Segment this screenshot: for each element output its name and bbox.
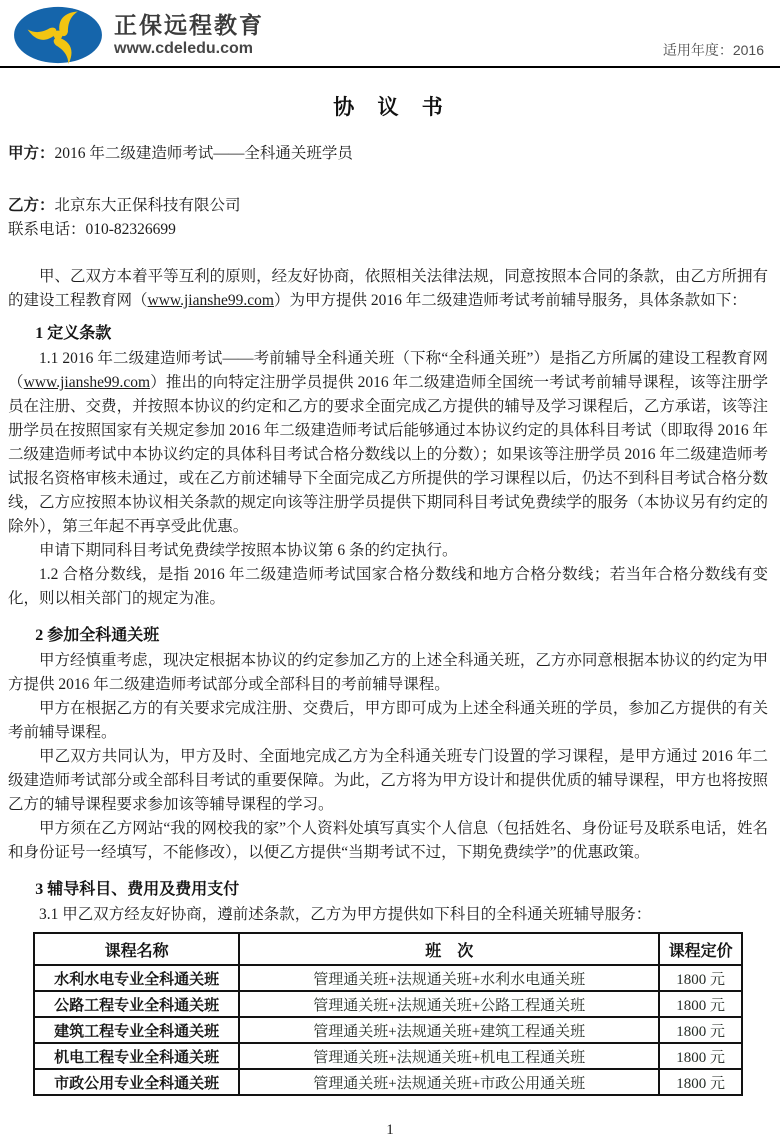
section-3-heading: 3 辅导科目、费用及费用支付 xyxy=(35,881,240,898)
course-price: 1800 元 xyxy=(659,1043,742,1069)
class-combination: 管理通关班+法规通关班+水利水电通关班 xyxy=(239,965,659,991)
clause-3-1: 3.1 甲乙双方经友好协商，遵前述条款，乙方为甲方提供如下科目的全科通关班辅导服务： xyxy=(39,906,652,923)
section-2-paragraph: 甲方须在乙方网站“我的网校我的家”个人资料处填写真实个人信息（包括姓名、身份证号及联系电话，姓名和身份证号一经填写，不能修改），以便乙方提供“当期考试不过，下期免费续学”的优惠政策。 xyxy=(8,820,768,861)
class-combination: 管理通关班+法规通关班+机电工程通关班 xyxy=(239,1043,659,1069)
party-a-value: 2016 年二级建造师考试——全科通关班学员 xyxy=(54,145,353,162)
section-1-heading: 1 定义条款 xyxy=(35,325,112,342)
company-logo-icon xyxy=(12,6,104,64)
course-price: 1800 元 xyxy=(659,1069,742,1095)
column-header-course: 课程名称 xyxy=(34,933,239,965)
course-fee-table xyxy=(33,932,743,1096)
clause-1-1-text-2: ）推出的向特定注册学员提供 2016 年二级建造师全国统一考试考前辅导课程，该等注册学员在注册、交费，并按照本协议的约定和乙方的要求全面完成乙方提供的辅导及学习课程后，乙方承诺，该等注册学员在按照国家有关规定参加 2016 年二级建造师考试后能够通过本协议约定的具体科目考试（即取得 2016 年二级建造师考试中本协议约定的具体科目考试合格分数线以上的分数）；如果该等注册学员 2016 年二级建造师考试报名资格审核未通过，或在乙方前述辅导下全面完成乙方所提供的学习课程以后，仍达不到科目考试合格分数线，乙方应按照本协议相关条款的规定向该等注册学员提供下期同科目考试免费续学的服务（本协议另有约定的除外），第三年起不再享受此优惠。 xyxy=(8,374,768,535)
section-2-paragraph: 甲乙双方共同认为，甲方及时、全面地完成乙方为全科通关班专门设置的学习课程，是甲方通过 2016 年二级建造师考试部分或全部科目考试的重要保障。为此，乙方将为甲方设计和提供优质的辅导课程，甲方也将按照乙方的辅导课程要求参加该等辅导课程的学习。 xyxy=(8,748,768,813)
jianshe99-link-2[interactable]: www.jianshe99.com xyxy=(23,374,151,391)
course-price: 1800 元 xyxy=(659,991,742,1017)
clause-1-1 xyxy=(8,347,768,539)
section-2-paragraph: 甲方在根据乙方的有关要求完成注册、交费后，甲方即可成为上述全科通关班的学员，参加乙方提供的有关考前辅导课程。 xyxy=(8,700,768,741)
course-name: 水利水电专业全科通关班 xyxy=(34,965,239,991)
party-b-line xyxy=(8,194,768,218)
course-price: 1800 元 xyxy=(659,1017,742,1043)
jianshe99-link[interactable]: www.jianshe99.com xyxy=(147,292,274,309)
section-2-paragraph: 甲方经慎重考虑，现决定根据本协议的约定参加乙方的上述全科通关班，乙方亦同意根据本协议的约定为甲方提供 2016 年二级建造师考试部分或全部科目的考前辅导课程。 xyxy=(8,652,768,693)
brand-url: www.cdeledu.com xyxy=(114,40,253,57)
class-combination: 管理通关班+法规通关班+市政公用通关班 xyxy=(239,1069,659,1095)
section-2-heading: 2 参加全科通关班 xyxy=(35,627,160,644)
course-name: 建筑工程专业全科通关班 xyxy=(34,1017,239,1043)
party-a-line xyxy=(8,142,768,166)
table-row xyxy=(34,1017,742,1043)
page-number: 1 xyxy=(386,1122,394,1138)
course-price: 1800 元 xyxy=(659,965,742,991)
table-row xyxy=(34,1043,742,1069)
column-header-classes: 班 次 xyxy=(239,933,659,965)
page-header xyxy=(8,6,768,64)
party-b-label: 乙方： xyxy=(8,197,55,214)
phone-label: 联系电话： xyxy=(8,221,86,238)
clause-renewal: 申请下期同科目考试免费续学按照本协议第 6 条的约定执行。 xyxy=(39,542,458,559)
table-row xyxy=(34,965,742,991)
table-header-row xyxy=(34,933,742,965)
party-a-label: 甲方： xyxy=(8,145,55,162)
intro-text-1: 甲、乙双方本着平等互利的原则，经友好协商，依照相关法律法规，同意按照本合同的条款，由乙方所拥有的建设工程教育网（ xyxy=(8,268,768,309)
party-b-value: 北京东大正保科技有限公司 xyxy=(54,197,241,214)
intro-paragraph xyxy=(8,265,768,313)
phone-value: 010-82326699 xyxy=(85,221,176,238)
course-name: 机电工程专业全科通关班 xyxy=(34,1043,239,1069)
brand-name: 正保远程教育 xyxy=(114,12,264,38)
header-divider xyxy=(0,66,780,68)
brand-text xyxy=(114,12,264,58)
table-row xyxy=(34,1069,742,1095)
column-header-price: 课程定价 xyxy=(659,933,742,965)
intro-text-2: ）为甲方提供 2016 年二级建造师考试考前辅导服务，具体条款如下： xyxy=(273,292,747,309)
clause-1-2: 1.2 合格分数线，是指 2016 年二级建造师考试国家合格分数线和地方合格分数线；若当年合格分数线有变化，则以相关部门的规定为准。 xyxy=(8,566,768,607)
applicable-year: 适用年度：2016 xyxy=(662,42,764,58)
brand-block xyxy=(12,6,264,64)
class-combination: 管理通关班+法规通关班+建筑工程通关班 xyxy=(239,1017,659,1043)
table-row xyxy=(34,991,742,1017)
course-name: 市政公用专业全科通关班 xyxy=(34,1069,239,1095)
class-combination: 管理通关班+法规通关班+公路工程通关班 xyxy=(239,991,659,1017)
contact-phone-line xyxy=(8,218,768,242)
document-title: 协 议 书 xyxy=(333,95,452,119)
course-name: 公路工程专业全科通关班 xyxy=(34,991,239,1017)
clause-1-1-text-1: 1.1 2016 年二级建造师考试——考前辅导全科通关班（下称“全科通关班”）是指乙方所属的建设工程教育网（ xyxy=(8,350,768,391)
